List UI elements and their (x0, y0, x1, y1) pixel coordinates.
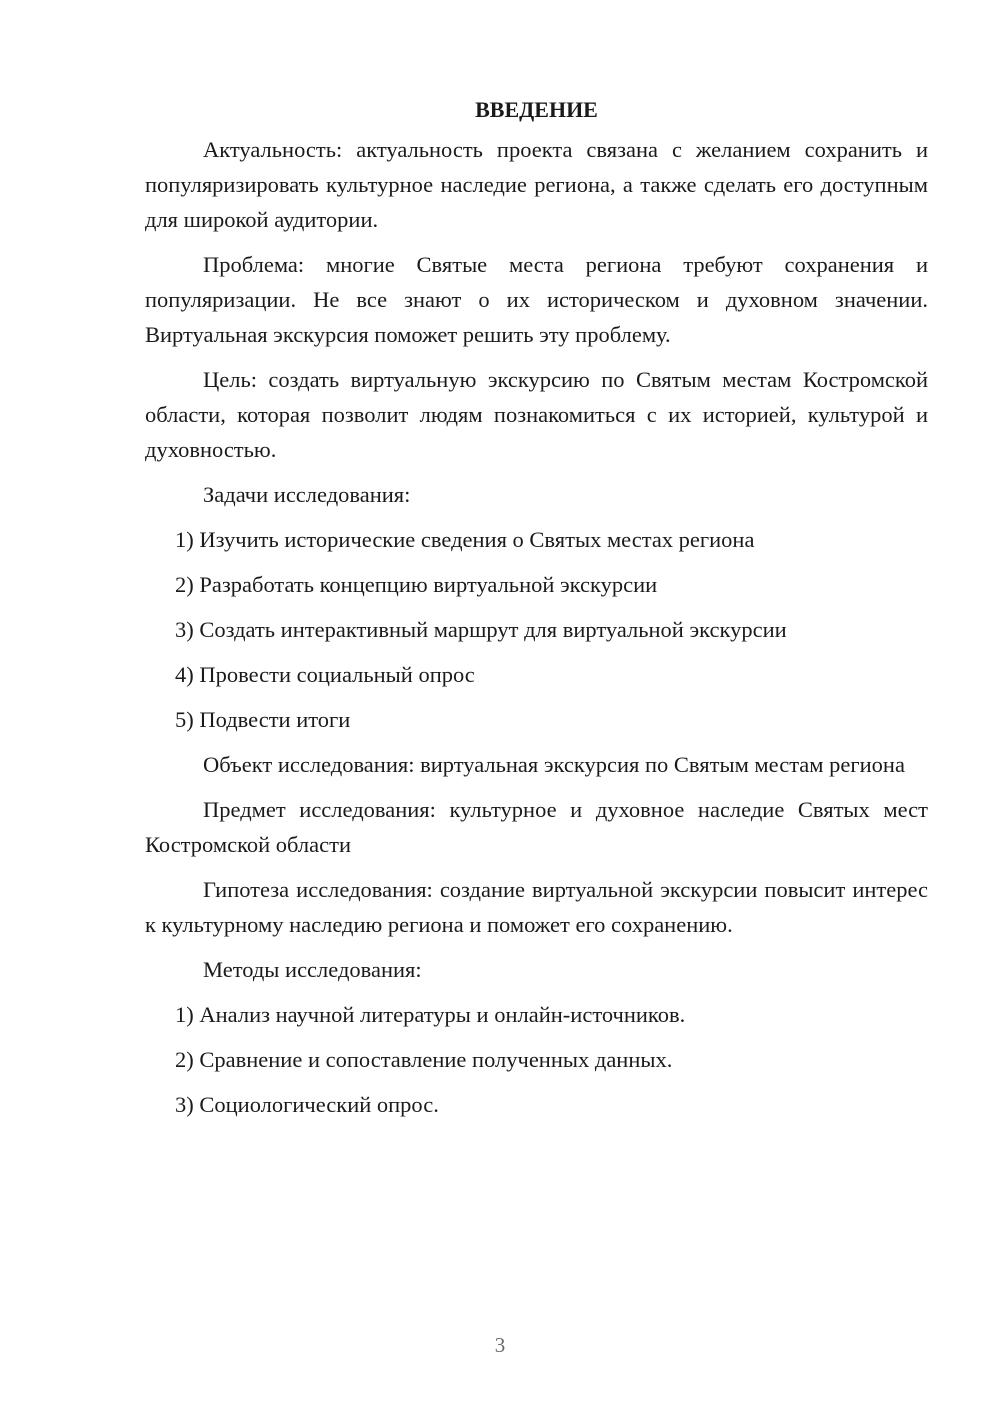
task-item: 1) Изучить исторические сведения о Святых местах региона (175, 527, 755, 552)
methods-heading: Методы исследования: (203, 957, 422, 982)
method-item: 1) Анализ научной литературы и онлайн-источников. (175, 1002, 686, 1027)
method-item: 2) Сравнение и сопоставление полученных данных. (175, 1047, 673, 1072)
method-item: 3) Социологический опрос. (175, 1092, 439, 1117)
goal-paragraph: Цель: создать виртуальную экскурсию по Святым местам Костромской области, которая позволит людям познакомиться с их историей, культурой и духовностью. (145, 367, 928, 462)
subject-paragraph: Предмет исследования: культурное и духовное наследие Святых мест Костромской области (145, 797, 928, 857)
problem-paragraph: Проблема: многие Святые места региона требуют сохранения и популяризации. Не все знают о их историческом и духовном значении. Виртуальная экскурсия поможет решить эту проблему. (145, 252, 928, 347)
page-number: 3 (494, 1333, 506, 1357)
tasks-heading: Задачи исследования: (203, 482, 411, 507)
task-item: 2) Разработать концепцию виртуальной экскурсии (175, 572, 658, 597)
actuality-paragraph: Актуальность: актуальность проекта связана с желанием сохранить и популяризировать культурное наследие региона, а также сделать его доступным для широкой аудитории. (145, 137, 928, 232)
task-item: 3) Создать интерактивный маршрут для виртуальной экскурсии (175, 617, 787, 642)
object-paragraph: Объект исследования: виртуальная экскурсия по Святым местам региона (203, 752, 905, 777)
hypothesis-paragraph: Гипотеза исследования: создание виртуальной экскурсии повысит интерес к культурному наследию региона и поможет его сохранению. (145, 877, 928, 937)
task-item: 4) Провести социальный опрос (175, 662, 475, 687)
document-title: ВВЕДЕНИЕ (475, 97, 598, 122)
task-item: 5) Подвести итоги (175, 707, 351, 732)
document-page (145, 96, 928, 1132)
